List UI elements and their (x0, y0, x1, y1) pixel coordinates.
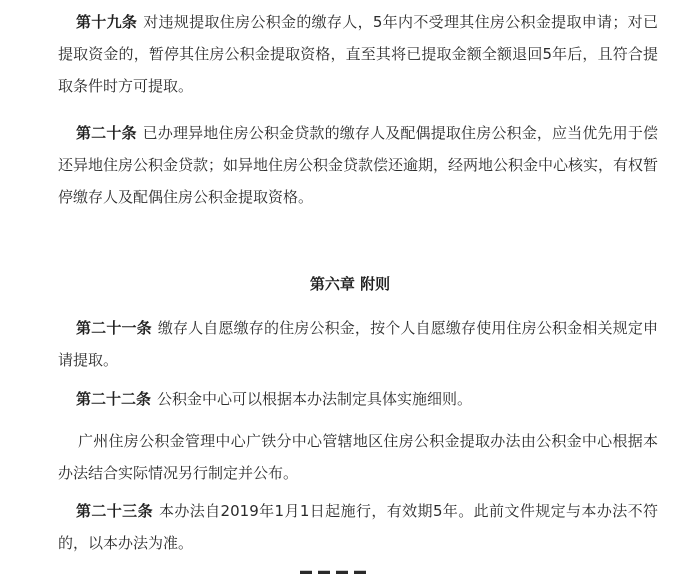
guangtie-paragraph-text: 广州住房公积金管理中心广铁分中心管辖地区住房公积金提取办法由公积金中心根据本办法结合实际情况另行制定并公布。 (58, 432, 658, 482)
guangtie-paragraph (58, 425, 658, 489)
article-20-label: 第二十条 (76, 124, 137, 142)
article-22-text: 公积金中心可以根据本办法制定具体实施细则。 (157, 390, 473, 408)
article-23-label: 第二十三条 (76, 502, 153, 520)
article-23 (58, 495, 658, 559)
article-21-text: 缴存人自愿缴存的住房公积金，按个人自愿缴存使用住房公积金相关规定申请提取。 (58, 319, 658, 369)
article-22-label: 第二十二条 (76, 390, 152, 408)
article-21 (58, 312, 658, 376)
article-19-label: 第十九条 (76, 13, 138, 31)
article-19-text: 对违规提取住房公积金的缴存人，5年内不受理其住房公积金提取申请；对已提取资金的，暂停其住房公积金提取资格，直至其将已提取金额全额退回5年后，且符合提取条件时方可提取。 (58, 13, 658, 95)
article-19 (58, 6, 658, 102)
article-21-label: 第二十一条 (76, 319, 152, 337)
cut-off-next-heading (300, 560, 390, 574)
chapter-heading: 第六章 附则 (309, 275, 391, 293)
article-23-text: 本办法自2019年1月1日起施行，有效期5年。此前文件规定与本办法不符的，以本办法为准。 (58, 502, 658, 552)
article-20 (58, 117, 658, 213)
article-22 (58, 383, 658, 415)
article-20-text: 已办理异地住房公积金贷款的缴存人及配偶提取住房公积金，应当优先用于偿还异地住房公积金贷款；如异地住房公积金贷款偿还逾期，经两地公积金中心核实，有权暂停缴存人及配偶住房公积金提取资格。 (58, 124, 659, 206)
